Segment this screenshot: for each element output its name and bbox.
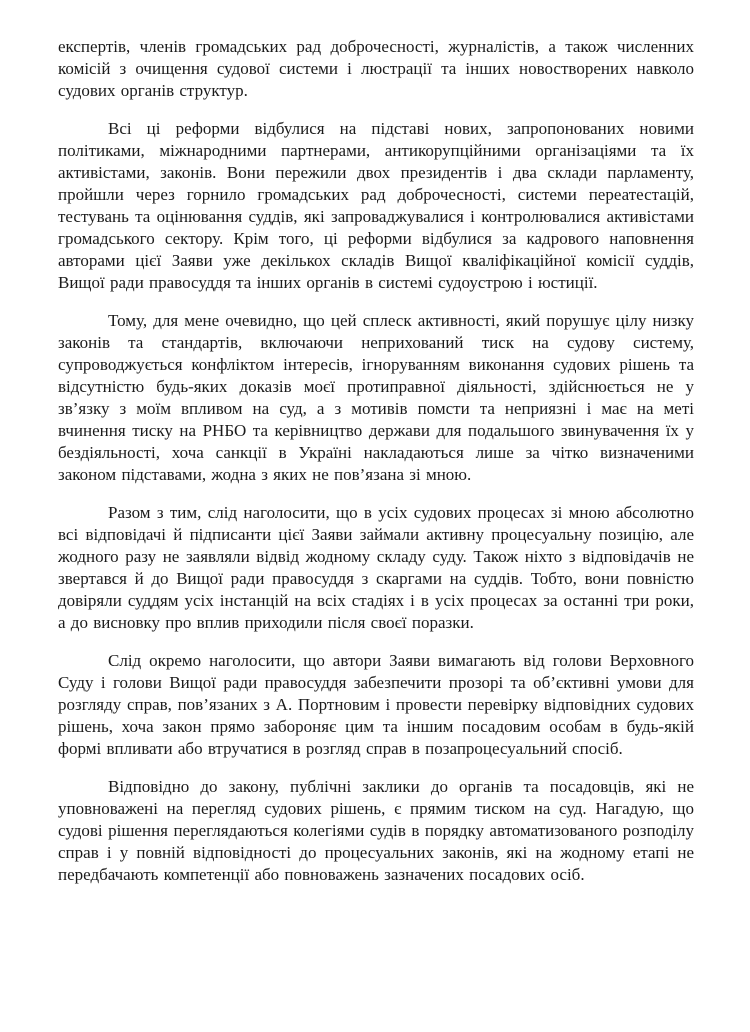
- paragraph: Відповідно до закону, публічні заклики до органів та посадовців, які не уповноважені на перегляд судових рішень, є прямим тиском на суд. Нагадую, що судові рішення переглядаються колегіями судів в порядку автоматизованого розподілу справ і у повній відповідності до процесуальних законів, які на жодному етапі не передбачають компетенції або повноважень зазначених посадових осіб.: [58, 777, 694, 884]
- paragraph-continuation: експертів, членів громадських рад доброчесності, журналістів, а також численних комісій з очищення судової системи і люстрації та інших новостворених навколо судових органів структур.: [58, 37, 694, 100]
- paragraph: Тому, для мене очевидно, що цей сплеск активності, який порушує цілу низку законів та стандартів, включаючи неприхований тиск на судову систему, супроводжується конфліктом інтересів, ігноруванням виконання судових рішень та відсутністю будь-яких доказів моєї протиправної діяльності, здійснюється не у зв’язку з моїм впливом на суд, а з мотивів помсти та неприязні і має на меті вчинення тиску на РНБО та керівництво держави для подальшого звинувачення їх у бездіяльності, хоча санкції в Україні накладаються лише за чітко визначеними законом підставами, жодна з яких не пов’язана зі мною.: [58, 311, 694, 484]
- paragraph: Всі ці реформи відбулися на підставі нових, запропонованих новими політиками, міжнародними партнерами, антикорупційними організаціями та їх активістами, законів. Вони пережили двох президентів і два склади парламенту, пройшли через горнило громадських рад доброчесності, системи переатестацій, тестувань та оцінювання суддів, які запроваджувалися і контролювалися активістами громадського сектору. Крім того, ці реформи відбулися за кадрового наповнення авторами цієї Заяви уже декількох складів Вищої кваліфікаційної комісії суддів, Вищої ради правосуддя та інших органів в системі судоустрою і юстиції.: [58, 119, 694, 292]
- paragraph: Разом з тим, слід наголосити, що в усіх судових процесах зі мною абсолютно всі відповідачі й підписанти цієї Заяви займали активну процесуальну позицію, але жодного разу не заявляли відвід жодному складу суду. Також ніхто з відповідачів не звертався й до Вищої ради правосуддя з скаргами на суддів. Тобто, вони повністю довіряли суддям усіх інстанцій на всіх стадіях і в усіх процесах за останні три роки, а до висновку про вплив приходили після своєї поразки.: [58, 503, 694, 632]
- paragraph: Слід окремо наголосити, що автори Заяви вимагають від голови Верховного Суду і голови Вищої ради правосуддя забезпечити прозорі та об’єктивні умови для розгляду справ, пов’язаних з А. Портновим і провести перевірку відповідних судових рішень, хоча закон прямо забороняє цим та іншим посадовим особам в будь-якій формі впливати або втручатися в розгляд справ в позапроцесуальний спосіб.: [58, 651, 694, 758]
